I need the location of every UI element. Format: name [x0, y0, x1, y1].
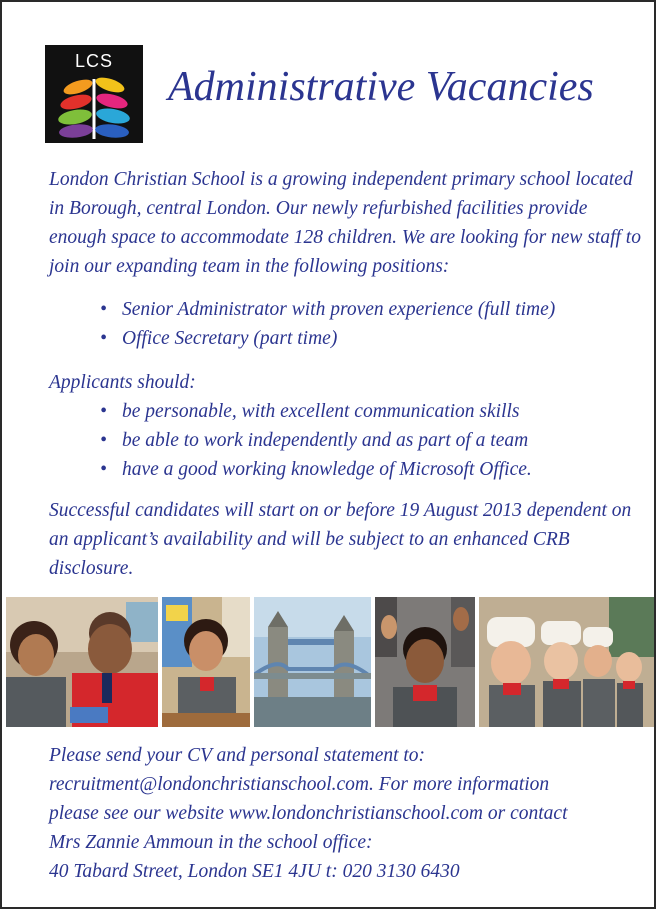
photo-tower-bridge	[254, 597, 371, 727]
applicants-heading: Applicants should:	[49, 372, 196, 393]
bullet-marker: •	[100, 430, 107, 451]
bullet-marker: •	[100, 299, 107, 320]
bullet-marker: •	[100, 459, 107, 480]
page-title: Administrative Vacancies	[168, 64, 594, 110]
contact-line-website: please see our website www.londonchristianschool.com or contact	[49, 803, 568, 824]
photo-girl-classroom	[162, 597, 250, 727]
list-item	[100, 397, 532, 426]
leaf-emblem	[49, 73, 139, 141]
contact-line-person: Mrs Zannie Ammoun in the school office:	[49, 832, 373, 853]
position-label: Senior Administrator with proven experience (full time)	[122, 299, 556, 320]
list-item	[100, 455, 532, 484]
contact-line-intro: Please send your CV and personal statement to:	[49, 745, 426, 766]
list-item	[100, 426, 532, 455]
photo-children-desk	[6, 597, 158, 727]
photo-boy-hands-raised	[375, 597, 475, 727]
contact-line-address: 40 Tabard Street, London SE1 4JU t: 020 3130 6430	[49, 861, 460, 882]
photo-children-chef-hats	[479, 597, 654, 727]
list-item	[100, 295, 555, 324]
intro-paragraph: London Christian School is a growing independent primary school located in Borough, central London. Our newly refurbished facilities provide enough space to accommodate 128 children. We are looking for new staff to join our expanding team in the following positions:	[49, 169, 641, 277]
contact-line-email: recruitment@londonchristianschool.com. For more information	[49, 774, 550, 795]
start-date-paragraph: Successful candidates will start on or before 19 August 2013 dependent on an applicant’s availability and will be subject to an enhanced CRB disclosure.	[49, 500, 632, 579]
requirements-list	[100, 397, 532, 484]
requirement-label: have a good working knowledge of Microsoft Office.	[122, 459, 532, 480]
bullet-marker: •	[100, 401, 107, 422]
logo-text: LCS	[74, 51, 113, 71]
bullet-marker: •	[100, 328, 107, 349]
photo-strip	[2, 597, 654, 727]
contact-paragraph	[49, 741, 649, 886]
list-item	[100, 324, 555, 353]
position-label: Office Secretary (part time)	[122, 328, 338, 349]
school-logo	[45, 45, 143, 143]
positions-list	[100, 295, 555, 353]
requirement-label: be able to work independently and as part of a team	[122, 430, 529, 451]
requirement-label: be personable, with excellent communication skills	[122, 401, 520, 422]
